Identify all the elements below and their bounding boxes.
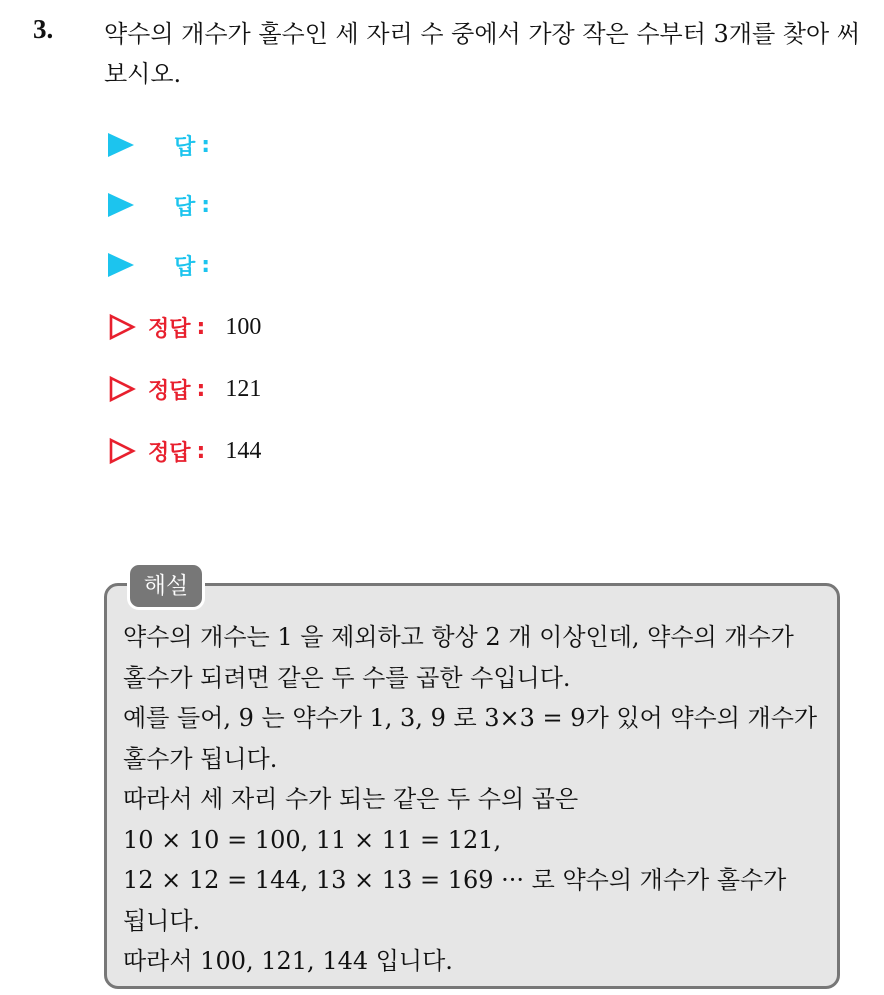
solution-value: 121	[225, 375, 262, 402]
solution-label: 정답	[148, 440, 191, 466]
answer-label: 답	[174, 254, 196, 280]
question-number: 3.	[33, 14, 54, 44]
explanation-line: 예를 들어, 9 는 약수가 1, 3, 9 로 3×3 = 9가 있어 약수의 개수가	[123, 704, 818, 732]
explanation-line: 약수의 개수는 1 을 제외하고 항상 2 개 이상인데, 약수의 개수가	[123, 623, 794, 651]
question-text: 약수의 개수가 홀수인 세 자리 수 중에서 가장 작은 수부터 3개를 찾아 써 보시오.	[104, 20, 860, 88]
explanation-line: 홀수가 되려면 같은 두 수를 곱한 수입니다.	[123, 663, 571, 692]
solution-value: 100	[225, 313, 262, 340]
answer-blank-row	[108, 188, 210, 222]
filled-triangle-right-icon	[108, 193, 134, 217]
solution-row	[108, 434, 261, 468]
outline-triangle-right-icon	[108, 375, 136, 403]
solution-row	[108, 372, 261, 406]
solution-label: 정답	[148, 378, 191, 404]
solution-row	[108, 310, 261, 344]
explanation-line: 12 × 12 = 144, 13 × 13 = 169 ··· 로 약수의 개수가 홀수가	[123, 866, 787, 894]
outline-triangle-right-icon	[108, 313, 136, 341]
answer-label: 답	[174, 194, 196, 220]
explanation-line: 홀수가 됩니다.	[123, 744, 278, 773]
answer-blank-row	[108, 128, 210, 162]
answer-colon: :	[201, 192, 211, 218]
explanation-line: 따라서 세 자리 수가 되는 같은 두 수의 곱은	[123, 785, 579, 813]
solution-label: 정답	[148, 316, 191, 342]
solution-colon: :	[196, 438, 206, 464]
solution-colon: :	[196, 314, 206, 340]
explanation-text	[123, 617, 827, 982]
explanation-line: 따라서 100, 121, 144 입니다.	[123, 947, 453, 975]
explanation-line: 10 × 10 = 100, 11 × 11 = 121,	[123, 825, 502, 854]
filled-triangle-right-icon	[108, 253, 134, 277]
explanation-line: 됩니다.	[123, 906, 201, 935]
answer-label: 답	[174, 134, 196, 160]
filled-triangle-right-icon	[108, 133, 134, 157]
answer-blank-row	[108, 248, 210, 282]
solution-colon: :	[196, 376, 206, 402]
answer-colon: :	[201, 252, 211, 278]
answer-colon: :	[201, 132, 211, 158]
solution-value: 144	[225, 437, 262, 464]
explanation-tag: 해설	[127, 562, 205, 610]
outline-triangle-right-icon	[108, 437, 136, 465]
